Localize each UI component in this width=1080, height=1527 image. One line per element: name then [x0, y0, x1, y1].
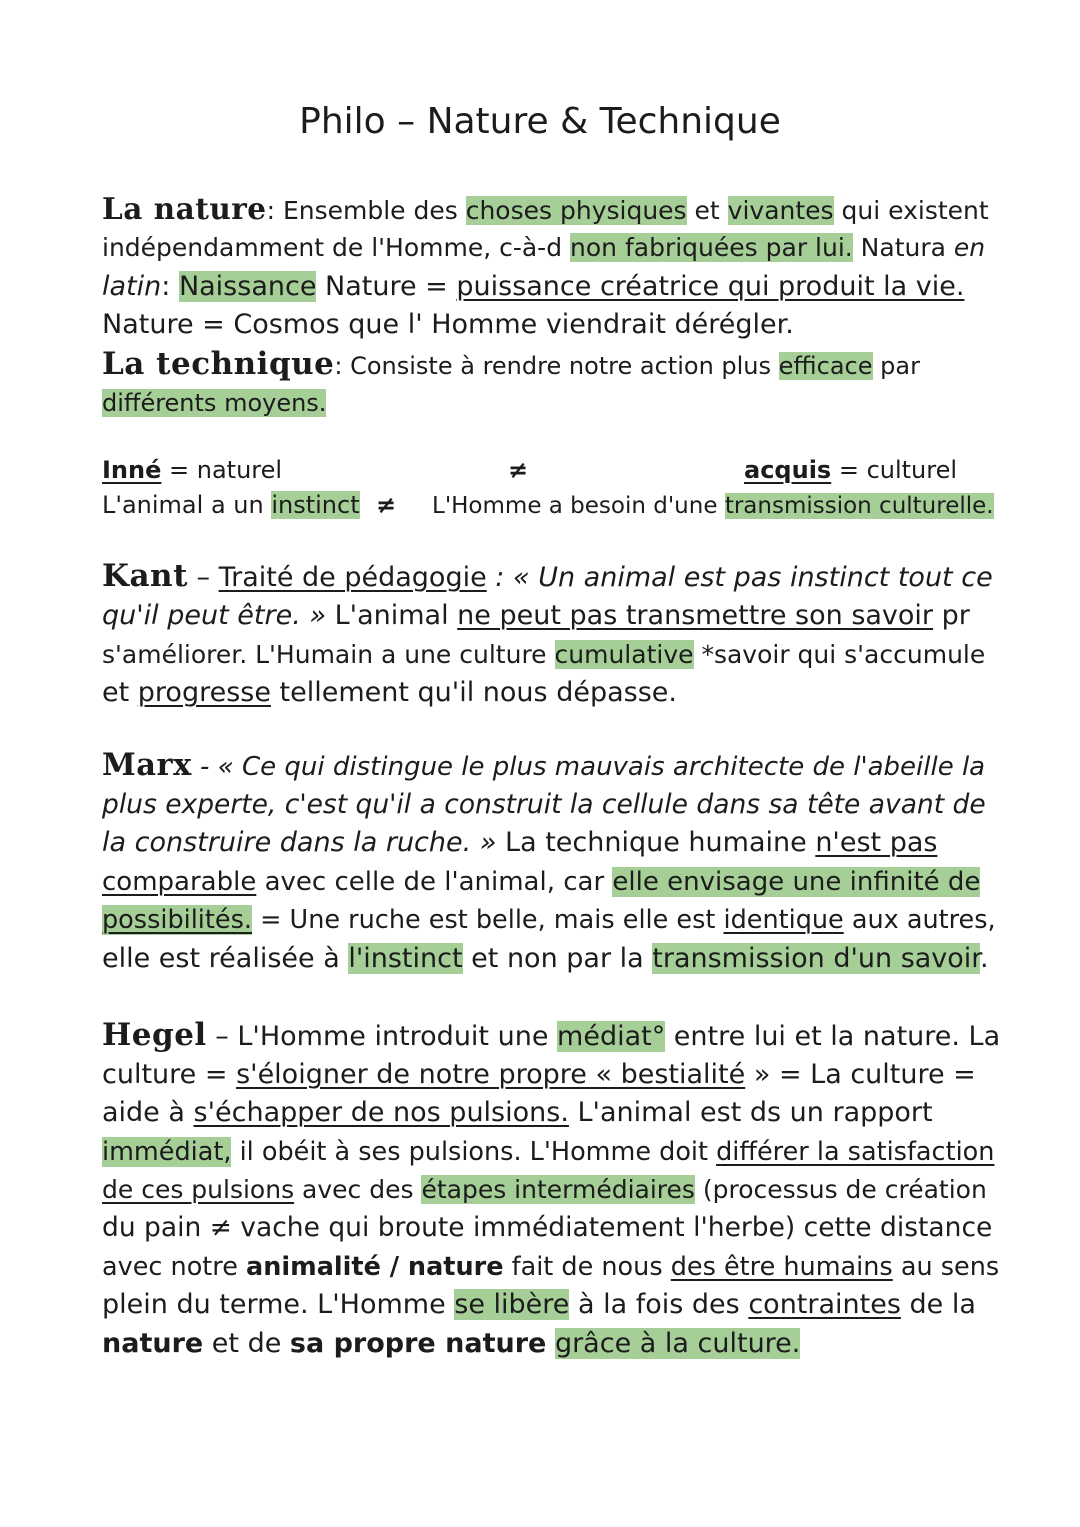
- not-equal-sign: ≠: [508, 456, 529, 484]
- text: culture =: [102, 1059, 237, 1090]
- hegel-line-9: [102, 1325, 800, 1363]
- highlight: possibilités.: [102, 905, 252, 935]
- underlined-text: progresse: [137, 677, 271, 708]
- highlight: elle envisage une infinité de: [612, 867, 981, 897]
- quote-text: qu'il peut être. »: [102, 600, 327, 631]
- text: plein du terme. L'Homme: [102, 1289, 455, 1320]
- text: :: [161, 271, 179, 302]
- marx-line-3: [102, 824, 937, 862]
- nature-line-4: Nature = Cosmos que l' Homme viendrait dérégler.: [102, 309, 794, 340]
- not-equal-sign: ≠: [376, 491, 397, 519]
- underlined-text: identique: [723, 905, 844, 935]
- text: L'animal est ds un rapport: [568, 1097, 933, 1128]
- text: à la fois des: [569, 1289, 749, 1320]
- text: fait de nous: [503, 1252, 671, 1282]
- underlined-text: ne peut pas transmettre son savoir: [457, 600, 934, 631]
- text: L'Homme a besoin d'une: [432, 493, 725, 519]
- highlight: choses physiques: [465, 196, 687, 225]
- text: tellement qu'il nous dépasse.: [270, 677, 677, 708]
- highlight: vivantes: [727, 196, 834, 225]
- text: indépendamment de l'Homme, c-à-d: [102, 233, 571, 262]
- text: avec celle de l'animal, car: [256, 867, 613, 897]
- text: elle est réalisée à: [102, 943, 349, 974]
- hegel-line-4: [102, 1133, 994, 1171]
- underlined-text: différer la satisfaction: [716, 1137, 995, 1167]
- inne-left: [102, 451, 282, 489]
- text: qui existent: [833, 196, 989, 225]
- nature-term: La nature: [102, 191, 267, 226]
- hegel-line-8: [102, 1286, 976, 1324]
- text: *savoir qui s'accumule: [693, 640, 986, 669]
- hegel-line-2: [102, 1056, 976, 1094]
- text: par: [872, 352, 920, 380]
- underlined-text: des être humains: [670, 1252, 893, 1282]
- italic-text: en: [953, 233, 986, 262]
- nature-line-2: [102, 229, 985, 267]
- highlight: cumulative: [554, 640, 694, 669]
- marx-line-5: [102, 901, 996, 939]
- highlight: instinct: [271, 491, 360, 519]
- italic-text: latin: [102, 271, 162, 302]
- underlined-text: n'est pas: [815, 827, 938, 858]
- marx-name: Marx: [102, 747, 192, 783]
- underlined-text: comparable: [102, 867, 257, 897]
- bold-text: sa propre nature: [289, 1328, 547, 1359]
- nature-line-3: [102, 268, 964, 306]
- highlight: grâce à la culture.: [554, 1328, 801, 1359]
- quote-text: - « Ce qui distingue le plus mauvais architecte de l'abeille la: [191, 752, 986, 782]
- text: = naturel: [161, 456, 283, 484]
- text: entre lui et la nature. La: [665, 1021, 1001, 1052]
- underlined-text: acquis: [744, 456, 832, 484]
- page-title: Philo – Nature & Technique: [299, 101, 781, 142]
- hegel-line-3: [102, 1094, 933, 1132]
- technique-line-1: [102, 345, 920, 385]
- underlined-text: Inné: [102, 456, 162, 484]
- underlined-text: s'échapper de nos pulsions.: [193, 1097, 569, 1128]
- hegel-line-5: [102, 1171, 987, 1209]
- text: et: [686, 196, 728, 225]
- bold-text: nature: [102, 1328, 204, 1359]
- highlight: non fabriquées par lui.: [570, 233, 853, 262]
- marx-line-2: plus experte, c'est qu'il a construit la cellule dans sa tête avant de: [102, 789, 986, 820]
- text: et non par la: [462, 943, 653, 974]
- quote-text: : « Un animal est pas instinct tout ce: [486, 562, 993, 593]
- text: aux autres,: [843, 905, 996, 935]
- text: [546, 1328, 555, 1359]
- text: Nature =: [316, 271, 457, 302]
- instinct-line: [102, 486, 360, 524]
- highlight: transmission d'un savoir: [652, 943, 980, 974]
- text: (processus de création: [694, 1175, 987, 1204]
- highlight: efficace: [778, 352, 873, 380]
- highlight: se libère: [454, 1289, 570, 1320]
- hegel-line-6: du pain ≠ vache qui broute immédiatement l'herbe) cette distance: [102, 1212, 993, 1243]
- highlight: différents moyens.: [102, 389, 327, 417]
- text: .: [979, 943, 989, 974]
- highlight: l'instinct: [348, 943, 463, 974]
- underlined-text: s'éloigner de notre propre « bestialité: [236, 1059, 746, 1090]
- highlight: transmission culturelle.: [724, 493, 994, 519]
- marx-line-1: [102, 746, 985, 786]
- text: La technique humaine: [496, 827, 816, 858]
- text: = culturel: [831, 456, 958, 484]
- text: au sens: [892, 1252, 1000, 1282]
- transmission-line: [432, 486, 994, 525]
- kant-name: Kant: [102, 558, 188, 594]
- text: = Une ruche est belle, mais elle est: [251, 905, 724, 935]
- text: L'animal a un: [102, 491, 272, 519]
- text: : Ensemble des: [266, 196, 466, 225]
- text: pr: [933, 600, 970, 631]
- acquis-right: [744, 451, 957, 489]
- highlight: médiat°: [557, 1021, 666, 1052]
- text: et de: [203, 1328, 290, 1359]
- highlight: Naissance: [178, 271, 317, 302]
- text: et: [102, 677, 138, 708]
- technique-term: La technique: [102, 346, 335, 382]
- text: avec notre: [102, 1252, 247, 1282]
- underlined-text: contraintes: [748, 1289, 901, 1320]
- kant-line-2: [102, 597, 970, 635]
- marx-line-4: [102, 863, 980, 901]
- marx-line-6: [102, 940, 989, 978]
- text: L'animal: [326, 600, 458, 631]
- text: –: [187, 562, 219, 593]
- kant-line-1: [102, 557, 993, 597]
- text: : Consiste à rendre notre action plus: [334, 352, 779, 380]
- hegel-line-1: [102, 1016, 1000, 1056]
- text: de la: [900, 1289, 976, 1320]
- text: – L'Homme introduit une: [206, 1021, 558, 1052]
- underlined-text: puissance créatrice qui produit la vie.: [456, 271, 965, 302]
- quote-text: la construire dans la ruche. »: [102, 827, 497, 858]
- text: il obéit à ses pulsions. L'Homme doit: [231, 1137, 717, 1167]
- text: avec des: [294, 1175, 422, 1204]
- highlight: immédiat,: [102, 1137, 232, 1167]
- underlined-text: de ces pulsions: [102, 1175, 295, 1204]
- text: Natura: [852, 233, 954, 262]
- kant-line-3: [102, 636, 985, 674]
- text: s'améliorer. L'Humain a une culture: [102, 640, 555, 669]
- hegel-name: Hegel: [102, 1017, 207, 1053]
- text: aide à: [102, 1097, 194, 1128]
- highlight: étapes intermédiaires: [421, 1175, 695, 1204]
- work-title: Traité de pédagogie: [218, 562, 487, 593]
- technique-line-2: [102, 384, 326, 422]
- nature-line-1: [102, 190, 989, 230]
- kant-line-4: [102, 674, 677, 712]
- hegel-line-7: [102, 1248, 999, 1286]
- text: » = La culture =: [745, 1059, 976, 1090]
- bold-text: animalité / nature: [246, 1252, 504, 1282]
